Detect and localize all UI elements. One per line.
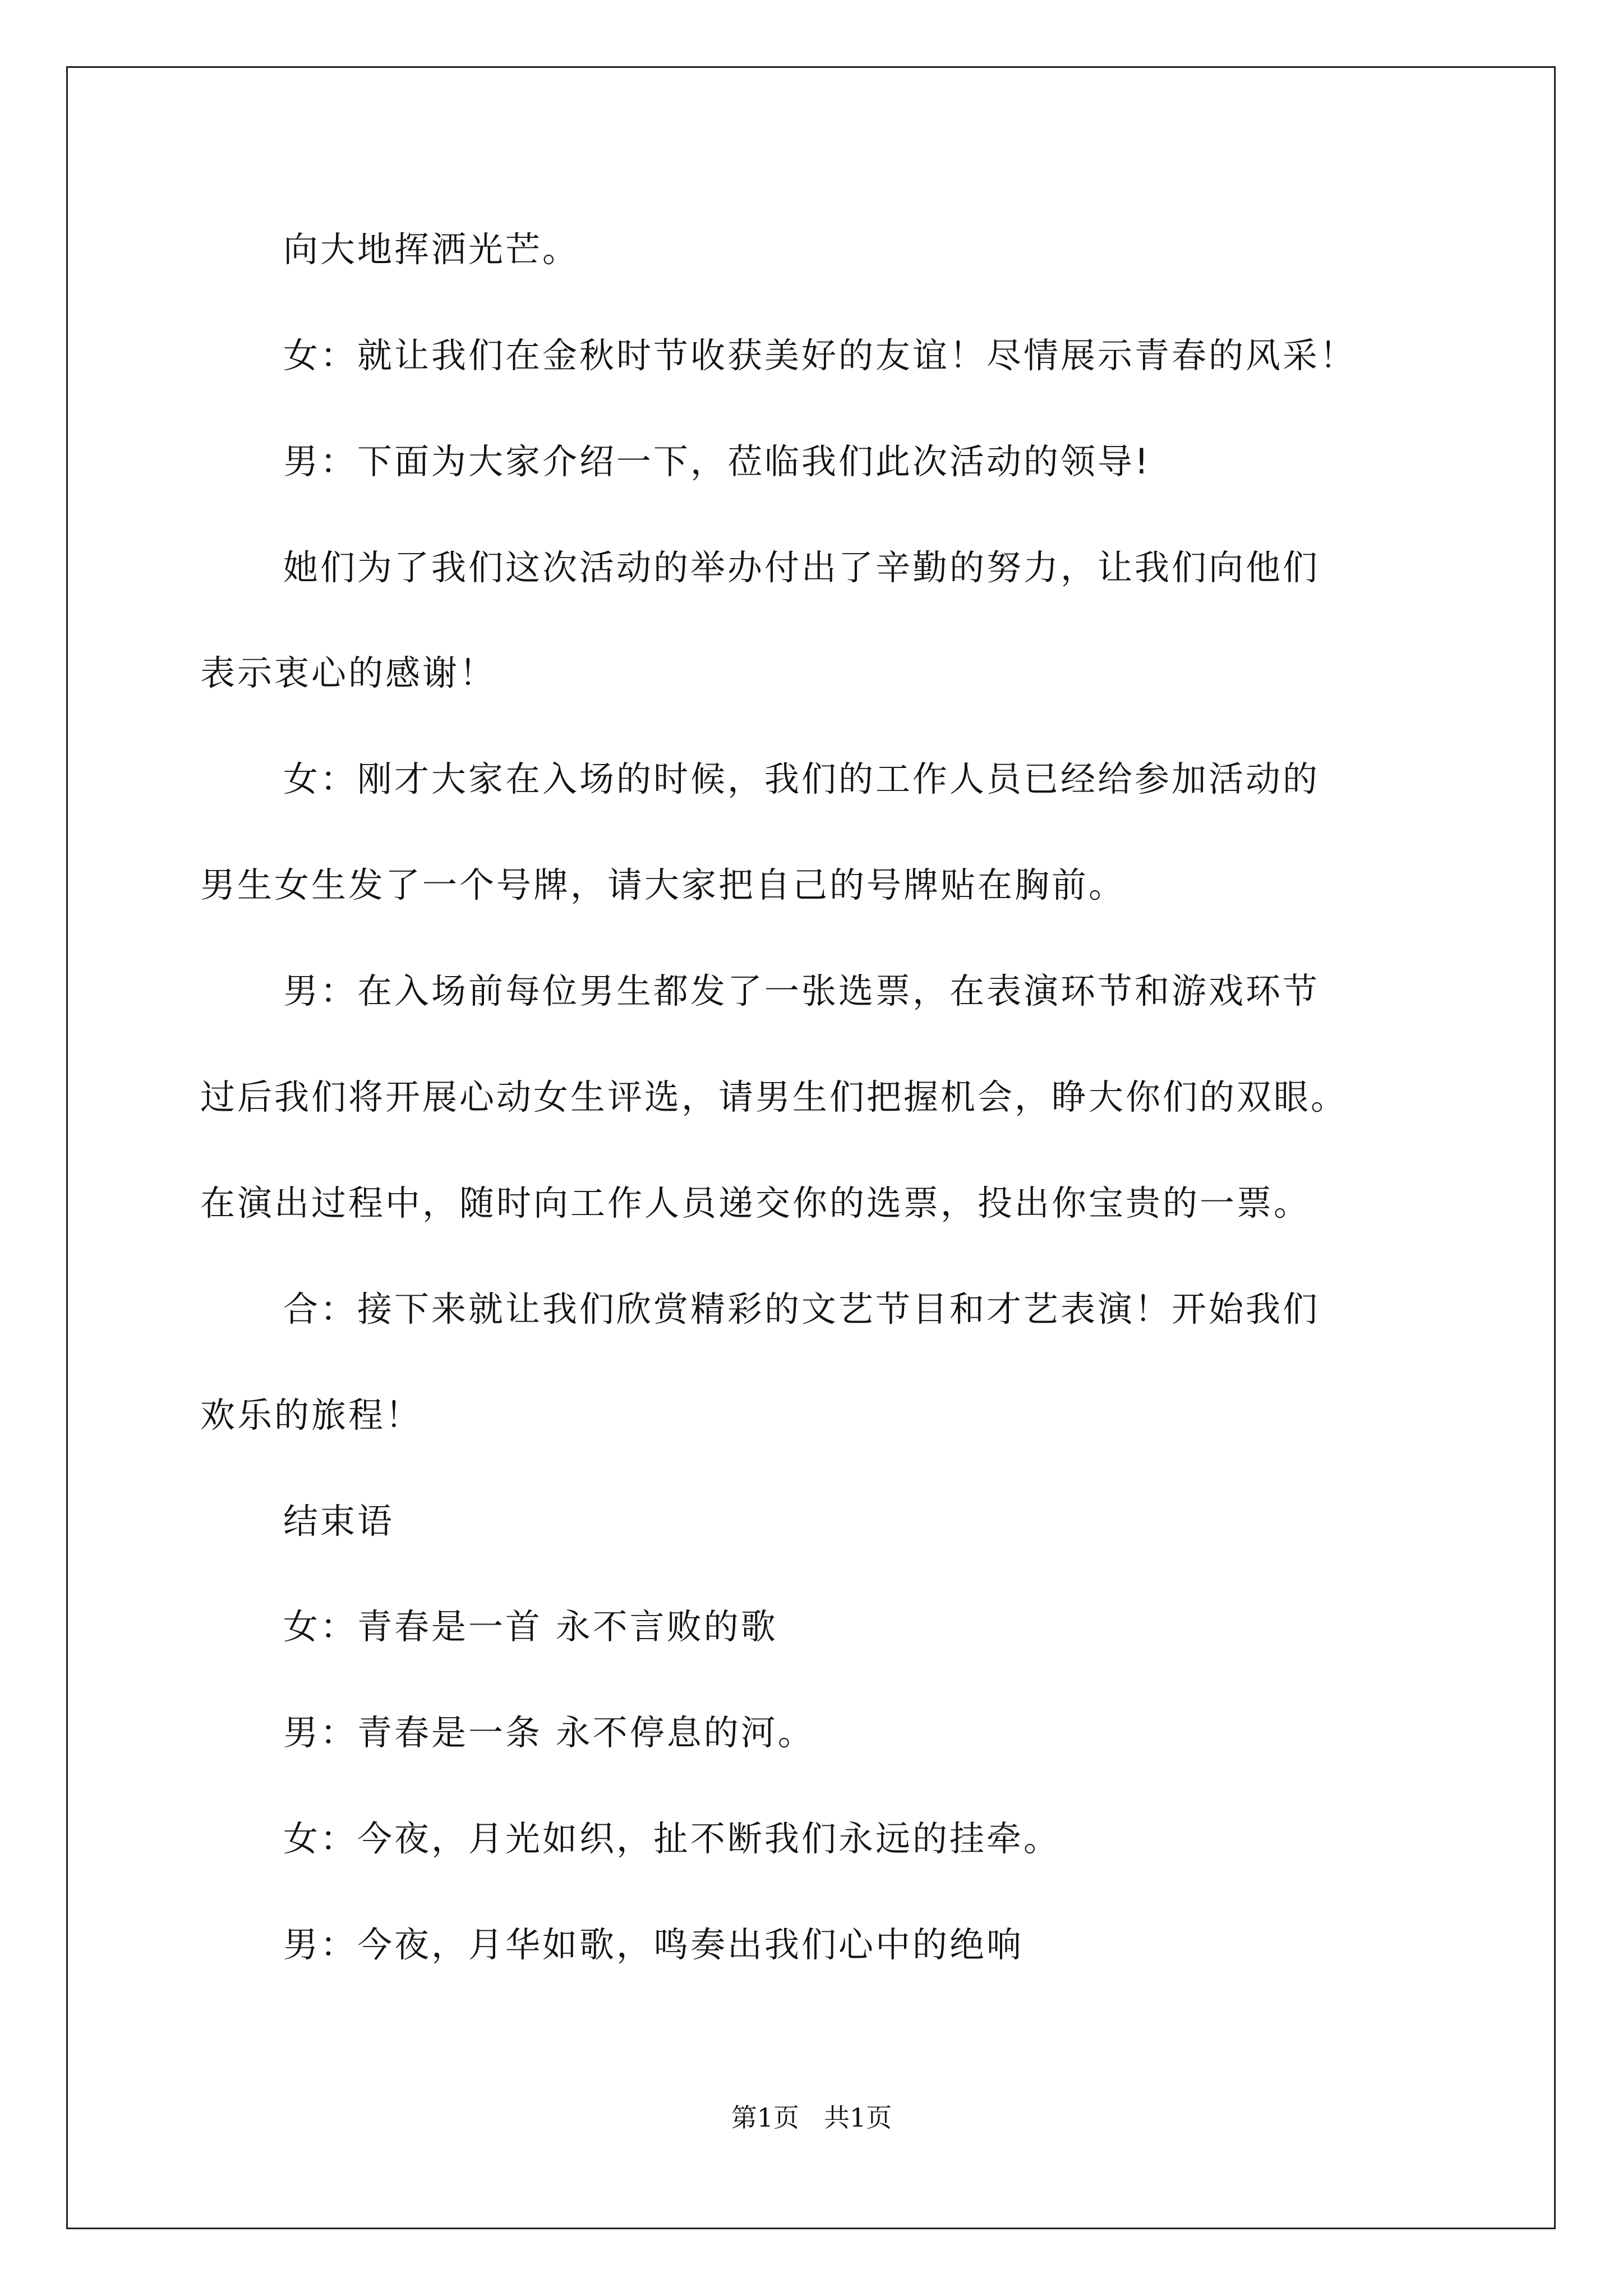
text-line: 男：下面为大家介绍一下，莅临我们此次活动的领导! bbox=[283, 441, 1151, 482]
page-border bbox=[66, 66, 1556, 2229]
text-line: 在演出过程中，随时向工作人员递交你的选票，投出你宝贵的一票。 bbox=[200, 1182, 1311, 1223]
text-line: 男：青春是一条 永不停息的河。 bbox=[283, 1712, 815, 1753]
text-line: 欢乐的旅程！ bbox=[200, 1395, 423, 1435]
text-line: 过后我们将开展心动女生评选，请男生们把握机会，睁大你们的双眼。 bbox=[200, 1076, 1348, 1117]
text-line: 男生女生发了一个号牌，请大家把自己的号牌贴在胸前。 bbox=[200, 864, 1126, 905]
page-footer bbox=[0, 2101, 1623, 2134]
page-total: 共1页 bbox=[823, 2102, 892, 2133]
text-line: 男：今夜，月华如歌，鸣奏出我们心中的绝响 bbox=[283, 1924, 1024, 1965]
text-line: 她们为了我们这次活动的举办付出了辛勤的努力，让我们向他们 bbox=[283, 547, 1320, 588]
text-line: 表示衷心的感谢！ bbox=[200, 652, 497, 693]
text-line: 女：青春是一首 永不言败的歌 bbox=[283, 1606, 778, 1647]
text-line: 女：刚才大家在入场的时候，我们的工作人员已经给参加活动的 bbox=[283, 758, 1320, 799]
text-line: 向大地挥洒光芒。 bbox=[283, 229, 580, 270]
text-line: 男：在入场前每位男生都发了一张选票，在表演环节和游戏环节 bbox=[283, 970, 1320, 1011]
text-line: 合：接下来就让我们欣赏精彩的文艺节目和才艺表演！开始我们 bbox=[283, 1289, 1320, 1329]
text-line: 女：就让我们在金秋时节收获美好的友谊！尽情展示青春的风采！ bbox=[283, 335, 1357, 376]
text-line: 女：今夜，月光如织，扯不断我们永远的挂牵。 bbox=[283, 1818, 1061, 1859]
page-number: 第1页 bbox=[731, 2102, 800, 2133]
section-heading: 结束语 bbox=[283, 1501, 395, 1542]
